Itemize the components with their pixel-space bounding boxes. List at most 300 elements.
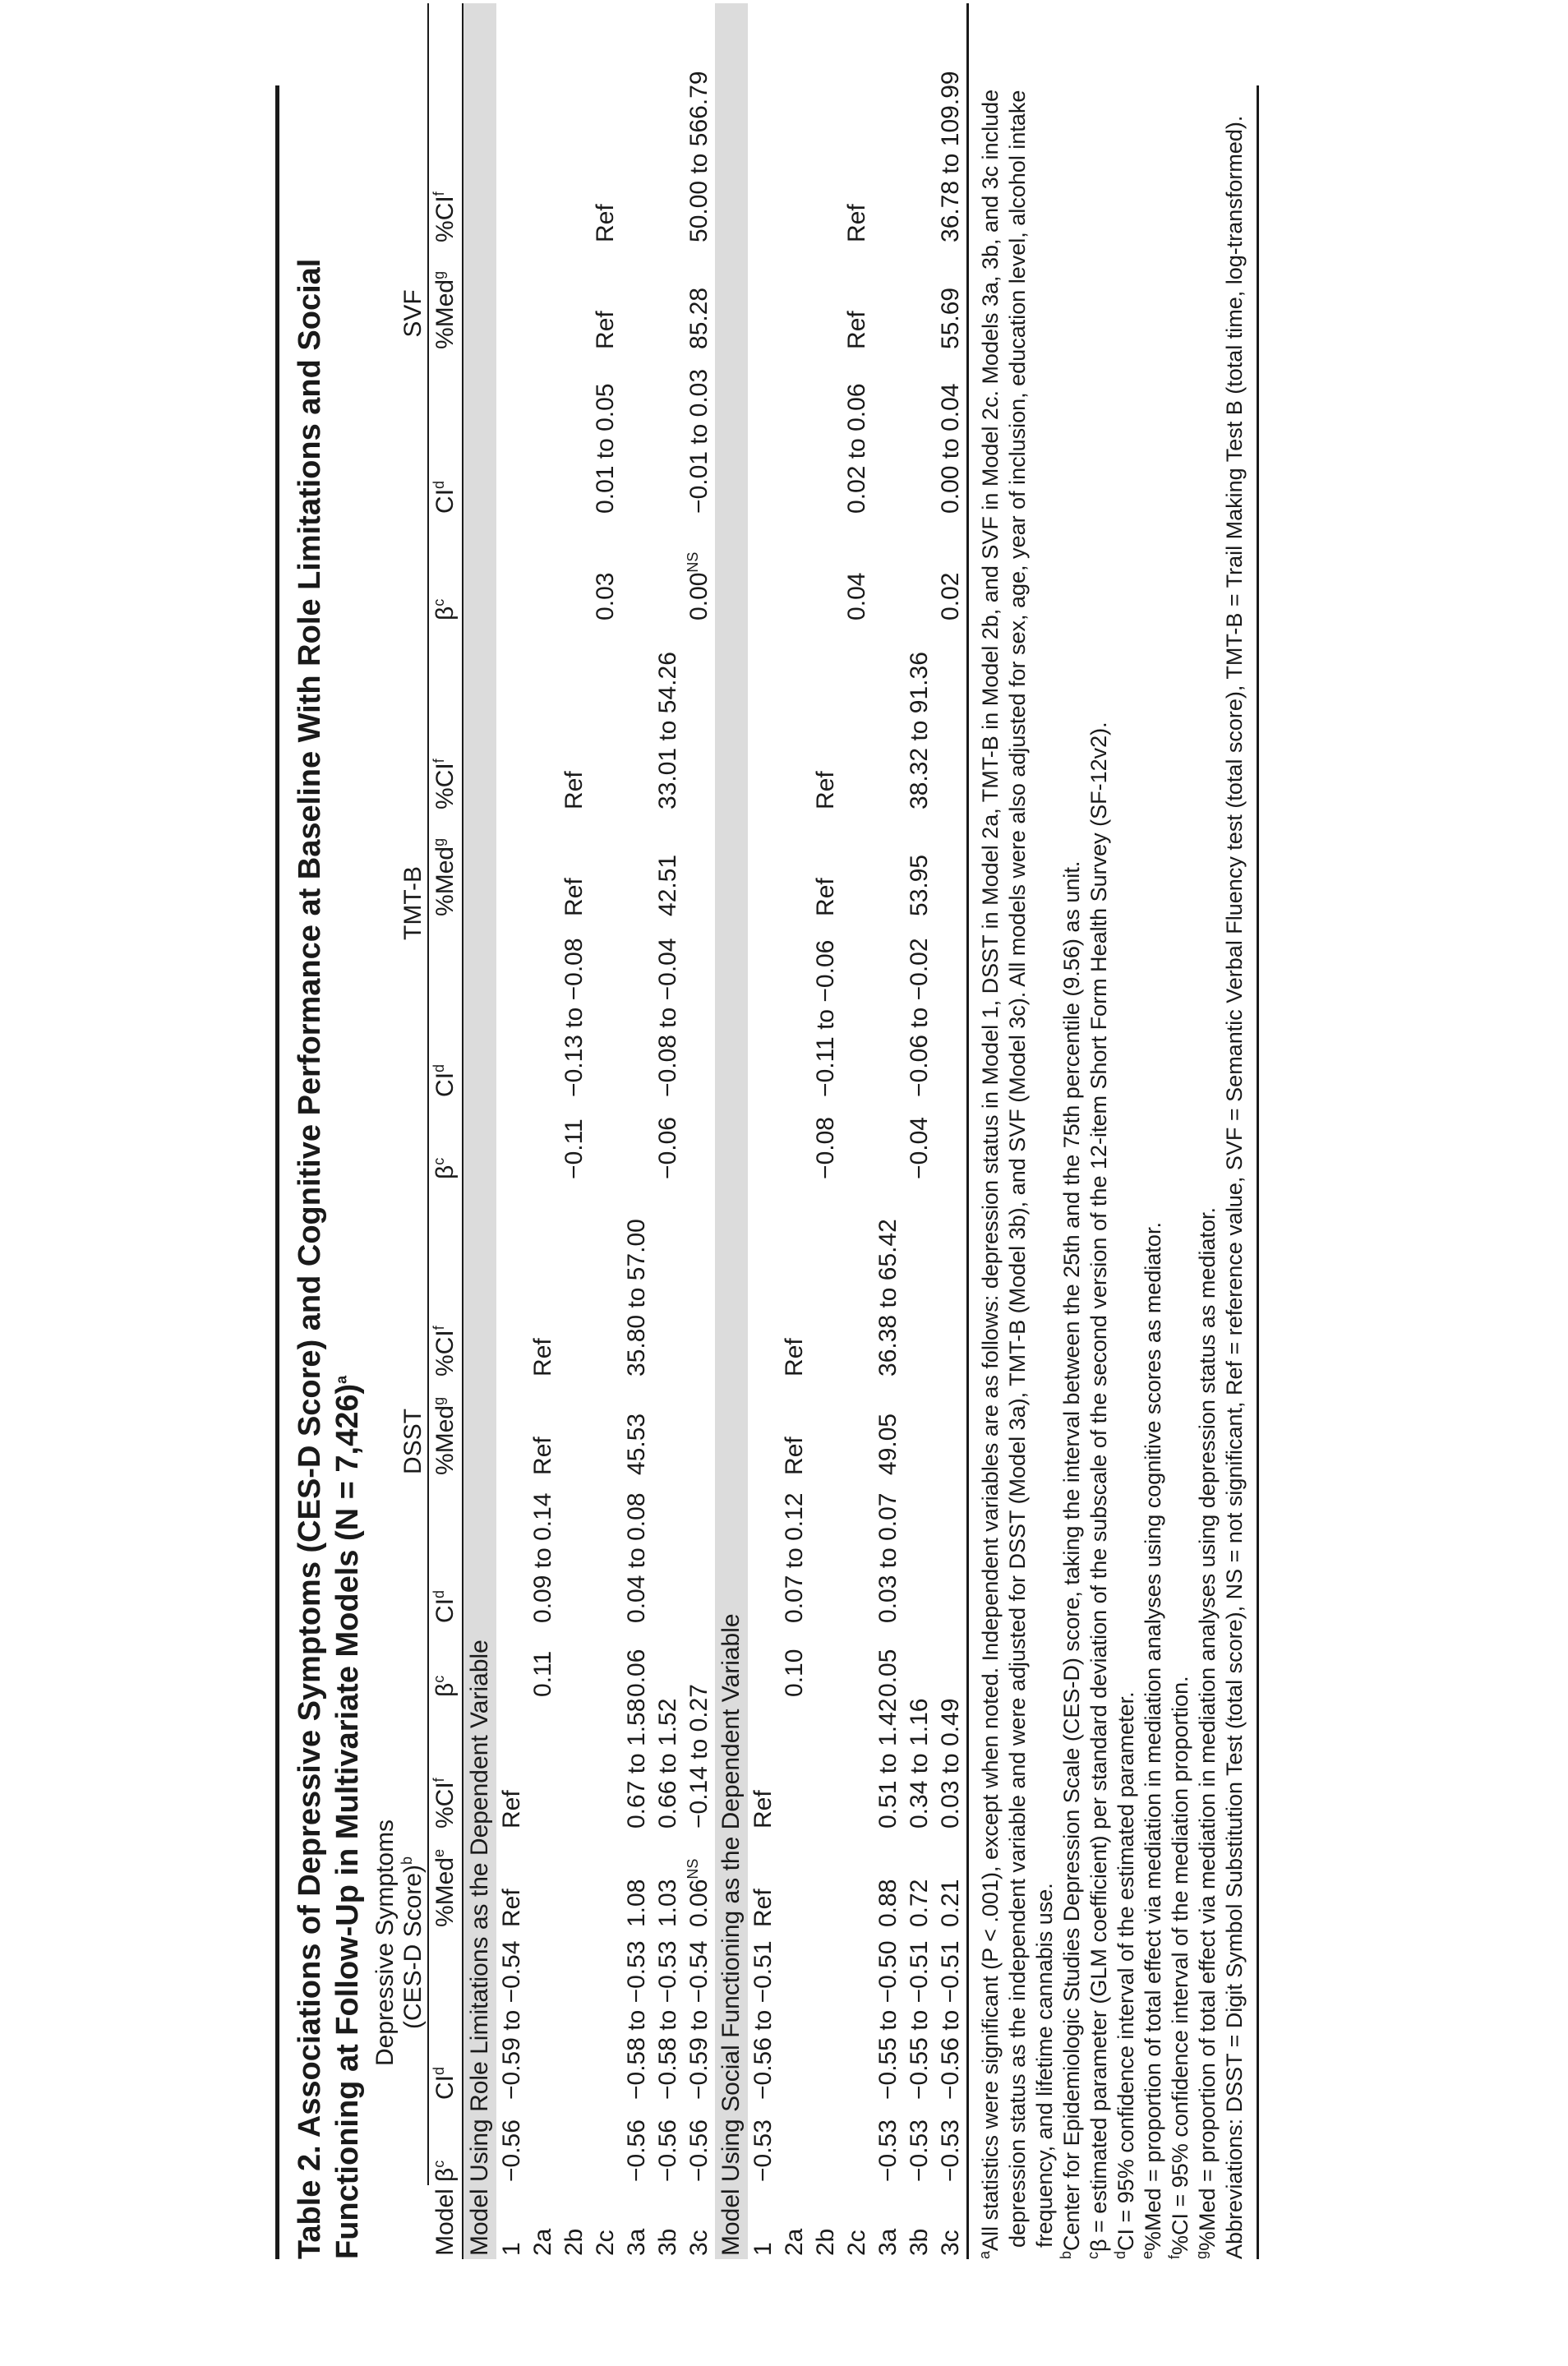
cell-dep-pci <box>904 1700 935 1832</box>
cell-dsst-med <box>590 1380 621 1478</box>
cell-dsst-beta <box>810 1626 842 1700</box>
cell-model: 2a <box>529 2228 556 2256</box>
cell-model: 3c <box>935 2185 968 2259</box>
cell-svf-pci <box>935 3 968 246</box>
cell-value: −0.11 <box>560 1118 588 1179</box>
cell-value: Ref <box>498 1790 525 1829</box>
cell-tmt-med <box>653 813 684 920</box>
cell-value: −0.56 <box>654 2119 681 2182</box>
cell-dsst-med <box>559 1380 590 1478</box>
table-row <box>496 3 528 2259</box>
cell-dsst-ci <box>873 1478 904 1626</box>
cell-svf-med <box>528 246 559 353</box>
cell-dsst-ci <box>559 1478 590 1626</box>
cell-svf-ci <box>528 353 559 517</box>
cell-dsst-pci <box>590 1183 621 1380</box>
header-tmt-med: %Med$^g$ <box>428 813 463 920</box>
cell-tmt-med <box>748 813 779 920</box>
cell-value: −0.08 <box>812 1117 839 1179</box>
cell-dsst-ci <box>590 1478 621 1626</box>
cell-dsst-ci <box>935 1478 968 1626</box>
title-footnote-mark: a <box>333 1375 350 1384</box>
cell-model: 2b <box>812 2228 839 2256</box>
cell-dsst-pci <box>935 1183 968 1380</box>
cell-svf-pci <box>779 3 810 246</box>
cell-value: 0.04 <box>843 572 870 620</box>
cell-dep-pci <box>873 1700 904 1832</box>
cell-value: 0.07 to 0.12 <box>781 1492 808 1623</box>
cell-svf-med <box>810 246 842 353</box>
cell-value: 36.38 to 65.42 <box>874 1219 902 1377</box>
footnote-mark: a <box>976 2250 993 2259</box>
cell-tmt-med <box>842 813 873 920</box>
table-row <box>653 3 684 2259</box>
cell-dep-med <box>748 1832 779 1930</box>
cell-value: 0.88 <box>874 1879 902 1927</box>
cell-dsst-med <box>653 1380 684 1478</box>
cell-tmt-pci <box>842 624 873 813</box>
header-dep-sup: b <box>399 1856 415 1865</box>
cell-svf-pci <box>842 3 873 246</box>
cell-tmt-pci <box>590 624 621 813</box>
cell-svf-med <box>621 246 653 353</box>
cell-svf-med <box>684 246 715 353</box>
cell-tmt-ci <box>496 920 528 1100</box>
cell-dep-med <box>653 1832 684 1930</box>
cell-value: Ref <box>749 1889 777 1927</box>
cell-dep-pci <box>779 1700 810 1832</box>
cell-svf-med <box>873 246 904 353</box>
cell-svf-beta <box>842 517 873 624</box>
cell-value: Ref <box>529 1338 556 1377</box>
cell-value: 0.09 to 0.14 <box>529 1492 556 1623</box>
cell-value: 0.21 <box>937 1879 964 1927</box>
header-svf-beta: $\beta^c$ <box>428 517 463 624</box>
cell-value: 45.53 <box>623 1413 650 1475</box>
cell-tmt-ci <box>810 920 842 1100</box>
cell-value: −0.01 to 0.03 <box>685 368 713 514</box>
table-row <box>684 3 715 2259</box>
cell-value: 36.78 to 109.99 <box>937 71 964 242</box>
cell-dsst-beta <box>748 1626 779 1700</box>
cell-dep-pci <box>748 1700 779 1832</box>
cell-value: 1.08 <box>623 1879 650 1927</box>
table-container <box>275 71 1259 2259</box>
cell-svf-med <box>935 246 968 353</box>
cell-value: 50.00 to 566.79 <box>685 71 713 242</box>
cell-value: 0.02 to 0.06 <box>843 383 870 514</box>
footnote <box>1086 85 1113 2259</box>
cell-svf-beta <box>590 517 621 624</box>
cell-tmt-pci <box>528 624 559 813</box>
cell-tmt-beta <box>653 1100 684 1183</box>
cell-tmt-beta <box>748 1100 779 1183</box>
cell-tmt-med <box>904 813 935 920</box>
cell-tmt-ci <box>748 920 779 1100</box>
results-table <box>370 3 969 2259</box>
cell-value: 0.66 to 1.52 <box>654 1698 681 1829</box>
cell-value: Ref <box>592 204 619 242</box>
cell-dep-beta <box>559 2103 590 2185</box>
cell-dep-med <box>873 1832 904 1930</box>
cell-value: Ref <box>812 771 839 809</box>
cell-svf-pci <box>748 3 779 246</box>
cell-dep-pci <box>590 1700 621 1832</box>
table-title-text: Table 2. Associations of Depressive Symptoms (CES-D Score) and Cognitive Performance at Baseline With Role Limitations and Social Functioning at Follow-Up in Multivariate Models (N = 7,426) <box>293 258 365 2259</box>
section-label: Model Using Social Functioning as the Dependent Variable <box>715 3 748 2259</box>
table-row <box>779 3 810 2259</box>
cell-value: Ref <box>843 204 870 242</box>
cell-value: −0.11 to −0.06 <box>812 939 839 1097</box>
cell-tmt-med <box>935 813 968 920</box>
cell-dep-pci <box>559 1700 590 1832</box>
cell-model: 3b <box>906 2228 933 2256</box>
cell-tmt-pci <box>779 624 810 813</box>
cell-dep-ci <box>496 1930 528 2103</box>
cell-tmt-beta <box>873 1100 904 1183</box>
cell-model: 3a <box>623 2228 650 2256</box>
cell-value: 42.51 <box>654 854 681 916</box>
cell-dsst-pci <box>559 1183 590 1380</box>
table-title <box>275 85 370 2259</box>
cell-dsst-pci <box>904 1183 935 1380</box>
cell-value: −0.06 to −0.02 <box>906 938 933 1097</box>
cell-value: 0.03 to 0.49 <box>937 1698 964 1829</box>
cell-value: −0.56 to −0.51 <box>937 1940 964 2100</box>
cell-tmt-ci <box>684 920 715 1100</box>
cell-value: Ref <box>560 878 588 916</box>
cell-dep-beta <box>842 2103 873 2185</box>
cell-svf-ci <box>904 353 935 517</box>
cell-value: −0.59 to −0.54 <box>685 1940 713 2100</box>
header-tmt-ci: $CI^d$ <box>428 920 463 1100</box>
cell-dep-pci <box>684 1684 715 1832</box>
cell-tmt-med <box>528 813 559 920</box>
cell-dsst-med <box>684 1380 715 1478</box>
cell-dsst-pci <box>748 1183 779 1380</box>
cell-value: −0.53 <box>874 2119 902 2182</box>
cell-value: 0.05 <box>874 1649 902 1697</box>
cell-svf-ci <box>653 353 684 517</box>
cell-value: −0.06 <box>654 1117 681 1179</box>
cell-tmt-pci <box>810 624 842 813</box>
footnote <box>977 85 1058 2259</box>
table-body <box>463 3 968 2259</box>
cell-tmt-ci <box>653 920 684 1100</box>
cell-dsst-beta <box>559 1626 590 1700</box>
cell-tmt-pci <box>621 624 653 813</box>
cell-dep-ci <box>684 1930 715 2103</box>
cell-dsst-med <box>496 1380 528 1478</box>
cell-value: −0.56 <box>498 2119 525 2182</box>
cell-svf-beta <box>935 517 968 624</box>
footnote-text: Center for Epidemiologic Studies Depression Scale (CES-D) score, taking the interval between the 25th and the 75th percentile (9.56) as unit. <box>1059 860 1084 2251</box>
cell-value: −0.53 <box>937 2119 964 2182</box>
cell-value: −0.58 to −0.53 <box>623 1940 650 2100</box>
cell-svf-pci <box>559 3 590 246</box>
cell-svf-beta <box>904 517 935 624</box>
cell-dep-med <box>779 1832 810 1930</box>
header-tmt-pci: $\%CI^f$ <box>428 624 463 813</box>
cell-value: 0.00 to 0.04 <box>937 383 964 514</box>
cell-tmt-ci <box>873 920 904 1100</box>
cell-value: 0.03 <box>592 572 619 620</box>
cell-tmt-med <box>779 813 810 920</box>
cell-svf-pci <box>653 3 684 246</box>
cell-dsst-beta <box>496 1626 528 1700</box>
cell-dsst-beta <box>842 1626 873 1700</box>
cell-tmt-med <box>590 813 621 920</box>
table-row <box>559 3 590 2259</box>
cell-dep-ci <box>873 1930 904 2103</box>
cell-dep-ci <box>653 1930 684 2103</box>
cell-value: 55.69 <box>937 287 964 349</box>
footnote <box>1167 85 1194 2259</box>
cell-tmt-ci <box>842 920 873 1100</box>
cell-value: −0.59 to −0.54 <box>498 1940 525 2100</box>
cell-tmt-ci <box>621 920 653 1100</box>
cell-tmt-ci <box>935 920 968 1100</box>
cell-tmt-pci <box>873 624 904 813</box>
cell-dep-beta <box>621 2103 653 2185</box>
footnote-text: %Med = proportion of total effect via mediation in mediation analyses using depression status as mediator. <box>1195 1207 1220 2251</box>
cell-dsst-beta <box>873 1626 904 1700</box>
cell-tmt-beta <box>904 1100 935 1183</box>
cell-dsst-med <box>748 1380 779 1478</box>
cell-dsst-beta <box>904 1626 935 1700</box>
cell-svf-ci <box>810 353 842 517</box>
cell-dep-ci <box>935 1930 968 2103</box>
cell-svf-beta <box>810 517 842 624</box>
table-row <box>590 3 621 2259</box>
header-svf: SVF <box>370 3 428 624</box>
cell-dsst-beta <box>590 1626 621 1700</box>
cell-dsst-ci <box>810 1478 842 1626</box>
cell-value: −0.53 <box>906 2119 933 2182</box>
cell-value: −0.56 <box>685 2119 713 2182</box>
cell-tmt-med <box>621 813 653 920</box>
footnote <box>1058 85 1086 2259</box>
cell-dep-pci <box>621 1700 653 1832</box>
cell-svf-beta <box>653 517 684 624</box>
table-header <box>370 3 463 2259</box>
cell-dep-med <box>590 1832 621 1930</box>
cell-dsst-pci <box>653 1183 684 1380</box>
cell-dep-ci <box>779 1930 810 2103</box>
cell-dep-beta <box>496 2103 528 2185</box>
cell-value: Ref <box>529 1437 556 1475</box>
cell-dsst-pci <box>621 1183 653 1380</box>
cell-dep-med <box>621 1832 653 1930</box>
cell-tmt-beta <box>496 1100 528 1183</box>
cell-dep-med <box>935 1832 968 1930</box>
cell-tmt-beta <box>684 1100 715 1183</box>
cell-svf-beta <box>779 517 810 624</box>
cell-dep-pci <box>842 1700 873 1832</box>
cell-svf-med <box>748 246 779 353</box>
cell-svf-ci <box>935 353 968 517</box>
cell-svf-med <box>496 246 528 353</box>
header-model: Model <box>370 2185 463 2259</box>
cell-value: −0.14 to 0.27 <box>685 1684 713 1829</box>
cell-dsst-med <box>621 1380 653 1478</box>
cell-svf-pci <box>528 3 559 246</box>
cell-svf-pci <box>904 3 935 246</box>
cell-tmt-med <box>684 813 715 920</box>
cell-value: Ref <box>843 311 870 349</box>
cell-dep-med <box>842 1832 873 1930</box>
footnote-mark: f <box>1166 2254 1183 2259</box>
footnotes <box>969 85 1259 2259</box>
cell-dep-ci <box>590 1930 621 2103</box>
cell-dsst-beta <box>779 1626 810 1700</box>
table-row <box>748 3 779 2259</box>
cell-value: Ref <box>592 311 619 349</box>
cell-value: −0.56 <box>623 2119 650 2182</box>
cell-svf-med <box>559 246 590 353</box>
cell-value: 0.67 to 1.58 <box>623 1698 650 1829</box>
footnote-text: %Med = proportion of total effect via mediation in mediation analyses using cognitive scores as mediator. <box>1141 1222 1165 2251</box>
header-dep-line2: (CES-D Score) <box>399 1864 427 2030</box>
cell-value: Ref <box>781 1437 808 1475</box>
cell-dsst-pci <box>810 1183 842 1380</box>
cell-dsst-pci <box>779 1183 810 1380</box>
cell-dsst-beta <box>621 1626 653 1700</box>
footnote-text: β = estimated parameter (GLM coefficient) per standard deviation of the subscale of the second version of the 12-item Short Form Health Survey (SF-12v2). <box>1086 722 1111 2252</box>
cell-value: −0.08 to −0.04 <box>654 938 681 1097</box>
cell-dsst-ci <box>842 1478 873 1626</box>
cell-value: 53.95 <box>906 854 933 916</box>
footnote-mark: e <box>1139 2250 1155 2259</box>
cell-value: 0.34 to 1.16 <box>906 1698 933 1829</box>
cell-dsst-pci <box>496 1183 528 1380</box>
cell-dep-pci <box>528 1700 559 1832</box>
table-row <box>528 3 559 2259</box>
cell-value: 49.05 <box>874 1413 902 1475</box>
table-row <box>873 3 904 2259</box>
cell-value: 85.28 <box>685 287 713 349</box>
cell-dep-beta <box>528 2103 559 2185</box>
cell-tmt-pci <box>653 624 684 813</box>
cell-value: 0.00 <box>685 572 713 620</box>
cell-dep-ci <box>748 1930 779 2103</box>
cell-dsst-ci <box>496 1478 528 1626</box>
cell-value: 0.04 to 0.08 <box>623 1492 650 1623</box>
cell-dsst-ci <box>904 1478 935 1626</box>
section-header-row <box>715 3 748 2259</box>
cell-dsst-med <box>842 1380 873 1478</box>
cell-tmt-beta <box>810 1100 842 1183</box>
section-header-row <box>463 3 496 2259</box>
cell-dsst-med <box>873 1380 904 1478</box>
cell-dep-pci <box>810 1700 842 1832</box>
cell-model: 1 <box>498 2242 525 2256</box>
header-depressive-symptoms <box>370 1700 428 2185</box>
cell-svf-beta <box>621 517 653 624</box>
cell-dsst-ci <box>779 1478 810 1626</box>
cell-model: 2a <box>781 2228 808 2256</box>
header-tmt-beta: $\beta^c$ <box>428 1100 463 1183</box>
header-dsst-beta: $\beta^c$ <box>428 1626 463 1700</box>
cell-svf-ci <box>684 353 715 517</box>
cell-tmt-beta <box>621 1100 653 1183</box>
cell-svf-beta <box>496 517 528 624</box>
table-row <box>935 3 968 2259</box>
cell-dsst-ci <box>748 1478 779 1626</box>
cell-svf-beta <box>684 517 715 624</box>
cell-dep-ci <box>842 1930 873 2103</box>
cell-dsst-pci <box>873 1183 904 1380</box>
cell-tmt-pci <box>559 624 590 813</box>
cell-value: Ref <box>781 1338 808 1377</box>
cell-svf-ci <box>842 353 873 517</box>
cell-dep-beta <box>904 2103 935 2185</box>
cell-svf-beta <box>748 517 779 624</box>
header-dsst-pci: $\%CI^f$ <box>428 1183 463 1380</box>
cell-dep-ci <box>621 1930 653 2103</box>
cell-dep-beta <box>590 2103 621 2185</box>
cell-tmt-med <box>873 813 904 920</box>
header-dep-line1: Depressive Symptoms <box>371 1819 399 2067</box>
cell-dep-beta <box>748 2103 779 2185</box>
cell-dep-beta <box>684 2103 715 2185</box>
table-row <box>621 3 653 2259</box>
cell-value: −0.56 to −0.51 <box>749 1940 777 2100</box>
cell-value: 0.03 to 0.07 <box>874 1492 902 1623</box>
cell-tmt-beta <box>528 1100 559 1183</box>
cell-svf-beta <box>873 517 904 624</box>
cell-model: 2b <box>560 2228 588 2256</box>
cell-dsst-med <box>779 1380 810 1478</box>
cell-value: 1.03 <box>654 1879 681 1927</box>
cell-dep-beta <box>653 2103 684 2185</box>
header-svf-med: %Med$^g$ <box>428 246 463 353</box>
cell-svf-ci <box>748 353 779 517</box>
cell-dep-pci <box>935 1700 968 1832</box>
cell-dsst-ci <box>684 1478 715 1626</box>
cell-dsst-ci <box>653 1478 684 1626</box>
cell-svf-med <box>653 246 684 353</box>
cell-dsst-beta <box>935 1626 968 1700</box>
cell-tmt-med <box>559 813 590 920</box>
cell-value: −0.13 to −0.08 <box>560 938 588 1097</box>
cell-tmt-pci <box>748 624 779 813</box>
cell-value: 0.06 <box>623 1649 650 1697</box>
cell-tmt-beta <box>590 1100 621 1183</box>
header-dsst: DSST <box>370 1183 428 1700</box>
cell-svf-ci <box>496 353 528 517</box>
cell-svf-ci <box>621 353 653 517</box>
cell-tmt-ci <box>779 920 810 1100</box>
header-dep-beta: $\beta^c$ <box>428 2103 463 2185</box>
cell-svf-med <box>590 246 621 353</box>
cell-tmt-ci <box>559 920 590 1100</box>
cell-svf-pci <box>590 3 621 246</box>
cell-dsst-pci <box>842 1183 873 1380</box>
cell-tmt-pci <box>904 624 935 813</box>
cell-dep-beta <box>779 2103 810 2185</box>
cell-model: 2c <box>843 2230 870 2256</box>
footnote-text: Abbreviations: DSST = Digit Symbol Substitution Test (total score), NS = not significant, Ref = reference value, SVF = Semantic Verbal Fluency test (total score), TMT-B = Trail Making Test B (total time, log-transformed). <box>1222 115 1247 2259</box>
header-svf-ci: $CI^d$ <box>428 353 463 517</box>
footnote <box>1221 85 1248 2259</box>
cell-dep-ci <box>904 1930 935 2103</box>
cell-superscript: NS <box>685 551 701 573</box>
cell-dep-pci <box>496 1700 528 1832</box>
cell-tmt-med <box>810 813 842 920</box>
cell-dep-beta <box>810 2103 842 2185</box>
table-row <box>842 3 873 2259</box>
